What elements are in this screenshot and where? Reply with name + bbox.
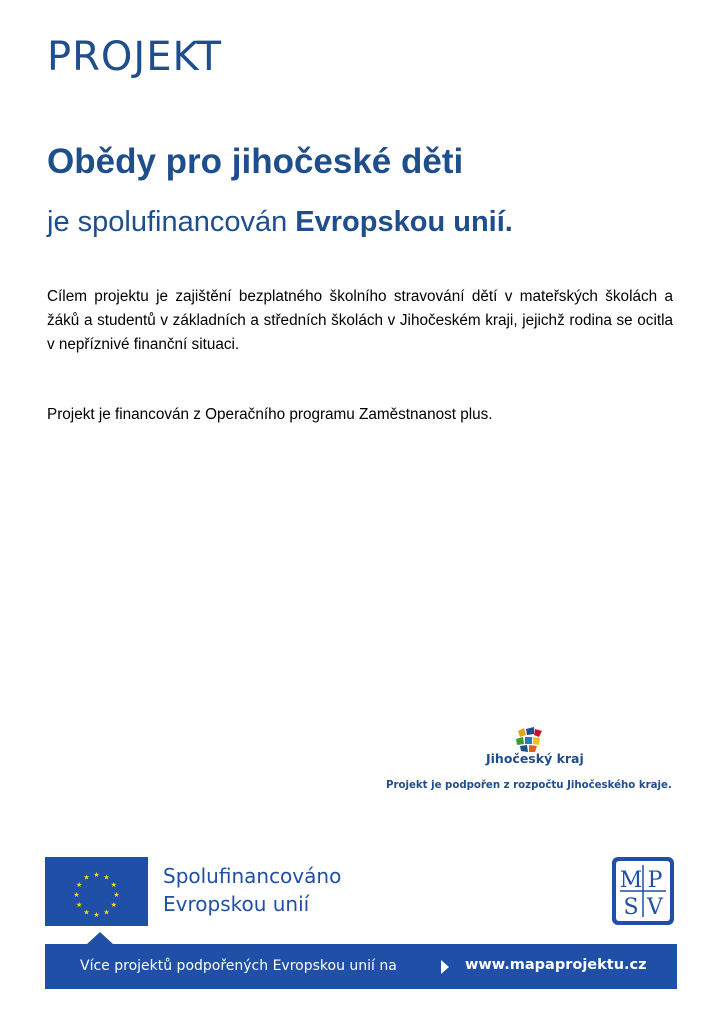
svg-text:★: ★ bbox=[83, 873, 90, 882]
region-name: Jihočeský kraj bbox=[486, 751, 584, 766]
svg-text:★: ★ bbox=[73, 891, 80, 899]
region-support-note: Projekt je podpořen z rozpočtu Jihočeského kraje. bbox=[386, 780, 672, 791]
financing-note: Projekt je financován z Operačního programu Zaměstnanost plus. bbox=[47, 406, 493, 423]
svg-text:★: ★ bbox=[93, 871, 100, 879]
header-word: PROJEKT bbox=[47, 34, 223, 80]
bar-notch bbox=[87, 932, 113, 944]
svg-text:★: ★ bbox=[76, 901, 83, 909]
eu-flag-icon bbox=[45, 857, 148, 926]
svg-text:★: ★ bbox=[76, 881, 83, 889]
svg-text:★: ★ bbox=[93, 911, 100, 919]
info-bar-text: Více projektů podpořených Evropskou unií na bbox=[80, 958, 397, 974]
jihocesky-kraj-logo-icon bbox=[510, 727, 546, 753]
mpsv-letter-p: P bbox=[647, 868, 663, 893]
svg-text:★: ★ bbox=[103, 908, 110, 917]
mpsv-letter-s: S bbox=[623, 895, 639, 920]
eu-cofunding-line2: Evropskou unií bbox=[163, 892, 310, 916]
svg-text:★: ★ bbox=[113, 891, 120, 899]
eu-cofunding-line1: Spolufinancováno bbox=[163, 864, 342, 888]
svg-text:★: ★ bbox=[103, 873, 110, 882]
subtitle-prefix: je spolufinancován bbox=[47, 206, 296, 238]
arrow-right-icon bbox=[441, 960, 449, 974]
svg-text:★: ★ bbox=[83, 908, 90, 917]
svg-text:★: ★ bbox=[110, 881, 117, 889]
project-description: Cílem projektu je zajištění bezplatného školního stravování dětí v mateřských školách a žáků a studentů v základních a středních školách v Jihočeském kraji, jejichž rodina se ocitla v nepříznivé finanční situaci. bbox=[47, 288, 673, 353]
project-subtitle bbox=[47, 206, 513, 239]
mpsv-letter-m: M bbox=[619, 868, 643, 893]
subtitle-bold: Evropskou unií. bbox=[295, 206, 513, 238]
project-title: Obědy pro jihočeské děti bbox=[47, 142, 464, 181]
mapaprojektu-link[interactable]: www.mapaprojektu.cz bbox=[465, 957, 647, 973]
mpsv-logo-icon bbox=[611, 856, 675, 926]
svg-text:★: ★ bbox=[110, 901, 117, 909]
eu-cofunding-label bbox=[163, 862, 341, 918]
mpsv-letter-v: V bbox=[647, 895, 663, 920]
